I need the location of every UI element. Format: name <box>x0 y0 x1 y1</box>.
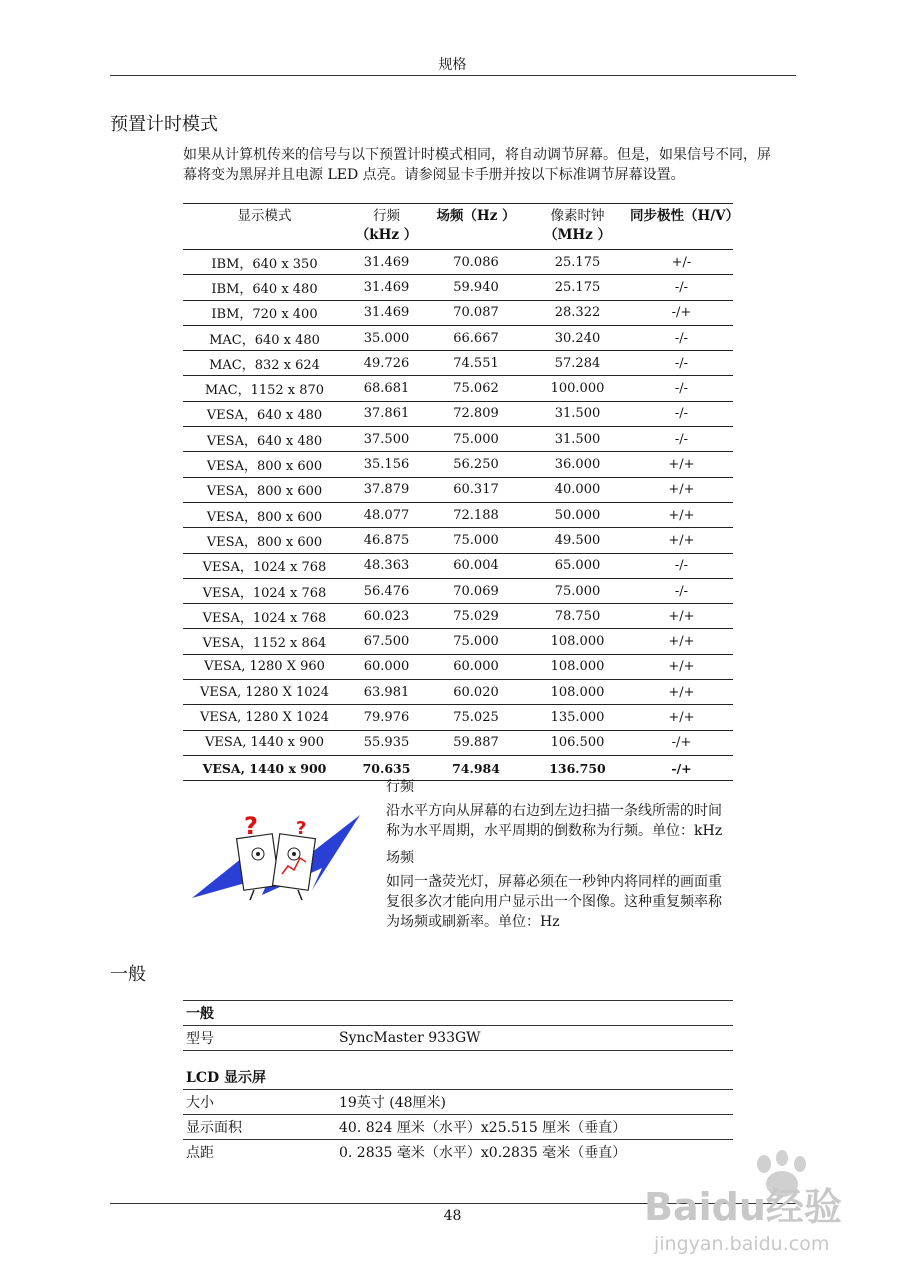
cell-sync: -/- <box>630 275 733 300</box>
cell-vfreq: 75.029 <box>427 604 525 629</box>
cell-mode: VESA，1024 x 768 <box>183 553 346 578</box>
cell-mode: IBM，640 x 350 <box>183 250 346 275</box>
timing-table-header <box>183 204 733 250</box>
cell-sync: -/+ <box>630 755 733 780</box>
col-header-vfreq: 场频（Hz ） <box>427 204 525 250</box>
cell-vfreq: 75.000 <box>427 427 525 452</box>
cell-hfreq: 35.156 <box>346 452 427 477</box>
cell-pixel-clock: 108.000 <box>525 680 630 705</box>
cell-pixel-clock: 65.000 <box>525 553 630 578</box>
col-header-mode: 显示模式 <box>183 204 346 250</box>
cell-pixel-clock: 108.000 <box>525 629 630 654</box>
cell-hfreq: 31.469 <box>346 250 427 275</box>
cell-mode: VESA, 1280 X 960 <box>183 654 346 679</box>
col-header-hfreq: 行频 （kHz ） <box>346 204 427 250</box>
question-book-illustration <box>192 810 360 902</box>
cell-sync: +/+ <box>630 604 733 629</box>
cell-pixel-clock: 31.500 <box>525 401 630 426</box>
cell-sync: +/+ <box>630 654 733 679</box>
cell-sync: +/- <box>630 250 733 275</box>
cell-vfreq: 56.250 <box>427 452 525 477</box>
cell-pixel-clock: 50.000 <box>525 502 630 527</box>
timing-row <box>183 351 733 376</box>
spec-row-size <box>183 1090 733 1115</box>
cell-sync: -/- <box>630 325 733 350</box>
cell-hfreq: 70.635 <box>346 755 427 780</box>
cell-mode: MAC，640 x 480 <box>183 325 346 350</box>
cell-mode: VESA, 1440 x 900 <box>183 730 346 755</box>
timing-row <box>183 401 733 426</box>
cell-hfreq: 60.023 <box>346 604 427 629</box>
cell-sync: +/+ <box>630 477 733 502</box>
cell-hfreq: 37.861 <box>346 401 427 426</box>
running-header: 规格 <box>438 57 467 73</box>
cell-vfreq: 72.809 <box>427 401 525 426</box>
cell-sync: +/+ <box>630 528 733 553</box>
cell-hfreq: 63.981 <box>346 680 427 705</box>
cell-vfreq: 75.062 <box>427 376 525 401</box>
timing-row <box>183 427 733 452</box>
cell-sync: -/- <box>630 351 733 376</box>
watermark-brand: Baidu经验 <box>644 1185 842 1229</box>
definition-term-vfreq: 场频 <box>386 850 414 866</box>
cell-sync: -/- <box>630 427 733 452</box>
cell-pixel-clock: 49.500 <box>525 528 630 553</box>
cell-vfreq: 72.188 <box>427 502 525 527</box>
cell-hfreq: 31.469 <box>346 275 427 300</box>
cell-mode: VESA，800 x 600 <box>183 502 346 527</box>
timing-row <box>183 250 733 275</box>
cell-hfreq: 31.469 <box>346 300 427 325</box>
spec-spacer <box>183 1051 733 1066</box>
cell-vfreq: 70.087 <box>427 300 525 325</box>
cell-vfreq: 60.317 <box>427 477 525 502</box>
spec-value: 40. 824 厘米（水平）x25.515 厘米（垂直） <box>336 1115 733 1140</box>
cell-mode: VESA，1024 x 768 <box>183 604 346 629</box>
spec-group-title: LCD 显示屏 <box>186 1070 267 1086</box>
cell-mode: MAC，1152 x 870 <box>183 376 346 401</box>
cell-pixel-clock: 75.000 <box>525 578 630 603</box>
timing-row <box>183 553 733 578</box>
svg-text:?: ? <box>296 818 307 839</box>
cell-pixel-clock: 57.284 <box>525 351 630 376</box>
cell-vfreq: 60.000 <box>427 654 525 679</box>
cell-pixel-clock: 40.000 <box>525 477 630 502</box>
cell-sync: -/+ <box>630 300 733 325</box>
timing-table <box>183 203 740 781</box>
watermark-url: jingyan.baidu.com <box>654 1233 830 1255</box>
timing-row <box>183 275 733 300</box>
cell-vfreq: 70.086 <box>427 250 525 275</box>
cell-pixel-clock: 106.500 <box>525 730 630 755</box>
cell-vfreq: 66.667 <box>427 325 525 350</box>
cell-mode: MAC，832 x 624 <box>183 351 346 376</box>
definitions <box>386 777 726 939</box>
cell-mode: VESA，640 x 480 <box>183 427 346 452</box>
cell-sync: +/+ <box>630 705 733 730</box>
cell-pixel-clock: 36.000 <box>525 452 630 477</box>
timing-row <box>183 578 733 603</box>
cell-sync: -/- <box>630 376 733 401</box>
spec-value: 0. 2835 毫米（水平）x0.2835 毫米（垂直） <box>339 1145 627 1161</box>
cell-pixel-clock: 30.240 <box>525 325 630 350</box>
cell-sync: +/+ <box>630 502 733 527</box>
cell-mode: VESA，1024 x 768 <box>183 578 346 603</box>
cell-sync: -/+ <box>630 730 733 755</box>
spec-group-title: 一般 <box>183 1001 733 1026</box>
cell-mode: VESA, 1280 X 1024 <box>183 705 346 730</box>
cell-hfreq: 35.000 <box>346 325 427 350</box>
cell-vfreq: 60.020 <box>427 680 525 705</box>
cell-pixel-clock: 136.750 <box>525 755 630 780</box>
section-title-preset: 预置计时模式 <box>110 114 218 135</box>
cell-pixel-clock: 28.322 <box>525 300 630 325</box>
cell-vfreq: 59.887 <box>427 730 525 755</box>
timing-row <box>183 376 733 401</box>
cell-pixel-clock: 31.500 <box>525 427 630 452</box>
cell-sync: -/- <box>630 401 733 426</box>
cell-hfreq: 37.500 <box>346 427 427 452</box>
spec-label: 点距 <box>186 1145 214 1161</box>
timing-row <box>183 502 733 527</box>
cell-sync: -/- <box>630 553 733 578</box>
general-spec-table <box>183 1000 733 1164</box>
cell-hfreq: 55.935 <box>346 730 427 755</box>
spec-value: SyncMaster 933GW <box>336 1026 733 1051</box>
cell-vfreq: 75.000 <box>427 528 525 553</box>
spec-value: 19英寸 (48厘米) <box>336 1090 733 1115</box>
cell-vfreq: 74.551 <box>427 351 525 376</box>
spec-row-model <box>183 1026 733 1051</box>
definition-term-hfreq: 行频 <box>386 779 414 795</box>
header-rule <box>110 75 796 76</box>
cell-hfreq: 60.000 <box>346 654 427 679</box>
spec-group-lcd <box>183 1065 733 1090</box>
spec-row-area <box>183 1115 733 1140</box>
page-number: 48 <box>443 1208 462 1224</box>
timing-row <box>183 325 733 350</box>
definition-text-hfreq: 沿水平方向从屏幕的右边到左边扫描一条线所需的时间称为水平周期，水平周期的倒数称为行频。单位：kHz <box>386 803 723 839</box>
cell-pixel-clock: 25.175 <box>525 250 630 275</box>
cell-hfreq: 46.875 <box>346 528 427 553</box>
spec-label: 大小 <box>183 1090 336 1115</box>
cell-sync: -/- <box>630 578 733 603</box>
cell-pixel-clock: 100.000 <box>525 376 630 401</box>
cell-hfreq: 67.500 <box>346 629 427 654</box>
cell-mode: VESA，800 x 600 <box>183 477 346 502</box>
cell-hfreq: 79.976 <box>346 705 427 730</box>
cell-vfreq: 59.940 <box>427 275 525 300</box>
cell-pixel-clock: 108.000 <box>525 654 630 679</box>
timing-row <box>183 654 733 679</box>
cell-vfreq: 74.984 <box>427 755 525 780</box>
cell-hfreq: 48.363 <box>346 553 427 578</box>
cell-sync: +/+ <box>630 680 733 705</box>
cell-pixel-clock: 25.175 <box>525 275 630 300</box>
timing-row <box>183 705 733 730</box>
cell-hfreq: 37.879 <box>346 477 427 502</box>
timing-row <box>183 680 733 705</box>
cell-mode: VESA，640 x 480 <box>183 401 346 426</box>
cell-vfreq: 60.004 <box>427 553 525 578</box>
timing-row <box>183 452 733 477</box>
timing-row <box>183 629 733 654</box>
intro-paragraph: 如果从计算机传来的信号与以下预置计时模式相同，将自动调节屏幕。但是，如果信号不同，屏幕将变为黑屏并且电源 LED 点亮。请参阅显卡手册并按以下标准调节屏幕设置。 <box>183 147 771 183</box>
section-title-general: 一般 <box>110 964 146 985</box>
cell-sync: +/+ <box>630 629 733 654</box>
cell-pixel-clock: 78.750 <box>525 604 630 629</box>
timing-row <box>183 477 733 502</box>
cell-hfreq: 56.476 <box>346 578 427 603</box>
timing-row <box>183 604 733 629</box>
cell-mode: IBM，720 x 400 <box>183 300 346 325</box>
baidu-jingyan-watermark <box>640 1150 880 1260</box>
spec-group-general <box>183 1001 733 1026</box>
cell-sync: +/+ <box>630 452 733 477</box>
cell-mode: IBM，640 x 480 <box>183 275 346 300</box>
cell-mode: VESA, 1440 x 900 <box>183 755 346 780</box>
definition-text-vfreq: 如同一盏荧光灯，屏幕必须在一秒钟内将同样的画面重复很多次才能向用户显示出一个图像。这种重复频率称为场频或刷新率。单位：Hz <box>386 874 722 930</box>
cell-mode: VESA，800 x 600 <box>183 528 346 553</box>
svg-text:?: ? <box>244 812 258 840</box>
cell-mode: VESA，800 x 600 <box>183 452 346 477</box>
col-header-sync: 同步极性（H/V） <box>630 204 733 250</box>
cell-hfreq: 48.077 <box>346 502 427 527</box>
cell-hfreq: 68.681 <box>346 376 427 401</box>
cell-vfreq: 75.000 <box>427 629 525 654</box>
timing-row <box>183 528 733 553</box>
timing-row <box>183 300 733 325</box>
cell-pixel-clock: 135.000 <box>525 705 630 730</box>
timing-row <box>183 730 733 755</box>
cell-mode: VESA, 1280 X 1024 <box>183 680 346 705</box>
cell-vfreq: 75.025 <box>427 705 525 730</box>
cell-mode: VESA，1152 x 864 <box>183 629 346 654</box>
cell-vfreq: 70.069 <box>427 578 525 603</box>
spec-label: 显示面积 <box>183 1115 336 1140</box>
spec-label: 型号 <box>183 1026 336 1051</box>
cell-hfreq: 49.726 <box>346 351 427 376</box>
col-header-pixel: 像素时钟 （MHz ） <box>525 204 630 250</box>
